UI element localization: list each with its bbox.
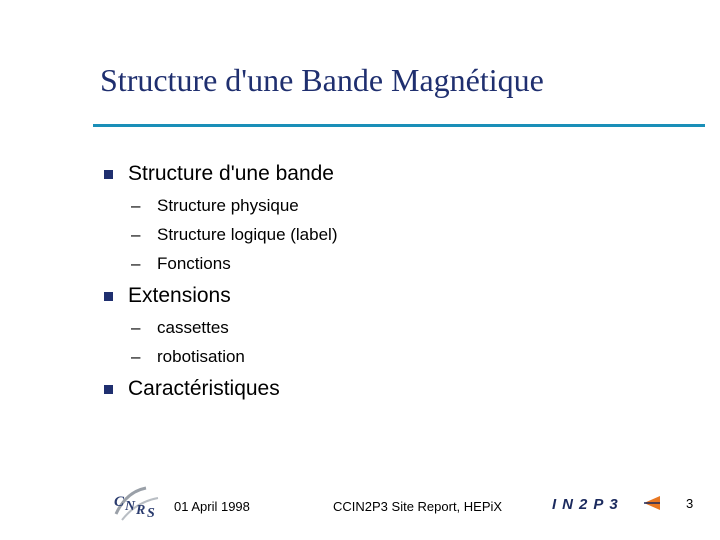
bullet-item (104, 162, 334, 186)
dash-marker: – (131, 347, 141, 366)
dash-marker: – (131, 254, 141, 273)
sub-bullet-text: Structure logique (label) (157, 225, 338, 244)
sub-bullet-text: Structure physique (157, 196, 299, 215)
sub-bullet-item (131, 347, 245, 367)
dash-marker: – (131, 225, 141, 244)
svg-text:R: R (136, 503, 146, 518)
square-bullet-icon (104, 385, 113, 394)
dash-marker: – (131, 196, 141, 215)
page-number: 3 (686, 496, 694, 511)
sub-bullet-item (131, 254, 231, 274)
bullet-item (104, 284, 231, 308)
dash-marker: – (131, 318, 141, 337)
bullet-item (104, 377, 280, 401)
sub-bullet-text: robotisation (157, 347, 245, 366)
sub-bullet-text: cassettes (157, 318, 229, 337)
in2p3-logo (550, 494, 662, 512)
svg-text:N: N (125, 499, 136, 514)
sub-bullet-item (131, 225, 337, 245)
footer-date: 01 April 1998 (174, 499, 250, 514)
slide-title: Structure d'une Bande Magnétique (100, 62, 544, 98)
cnrs-logo (112, 484, 164, 524)
footer-report-title: CCIN2P3 Site Report, HEPiX (333, 499, 503, 514)
svg-text:S: S (147, 506, 155, 521)
svg-text:IN2P3: IN2P3 (552, 496, 624, 512)
square-bullet-icon (104, 292, 113, 301)
sub-bullet-text: Fonctions (157, 254, 231, 273)
title-divider (93, 124, 705, 127)
sub-bullet-item (131, 318, 229, 338)
bullet-text: Caractéristiques (128, 377, 280, 400)
bullet-text: Structure d'une bande (128, 162, 334, 185)
bullet-text: Extensions (128, 284, 231, 307)
square-bullet-icon (104, 170, 113, 179)
svg-text:C: C (114, 494, 125, 510)
sub-bullet-item (131, 196, 299, 216)
